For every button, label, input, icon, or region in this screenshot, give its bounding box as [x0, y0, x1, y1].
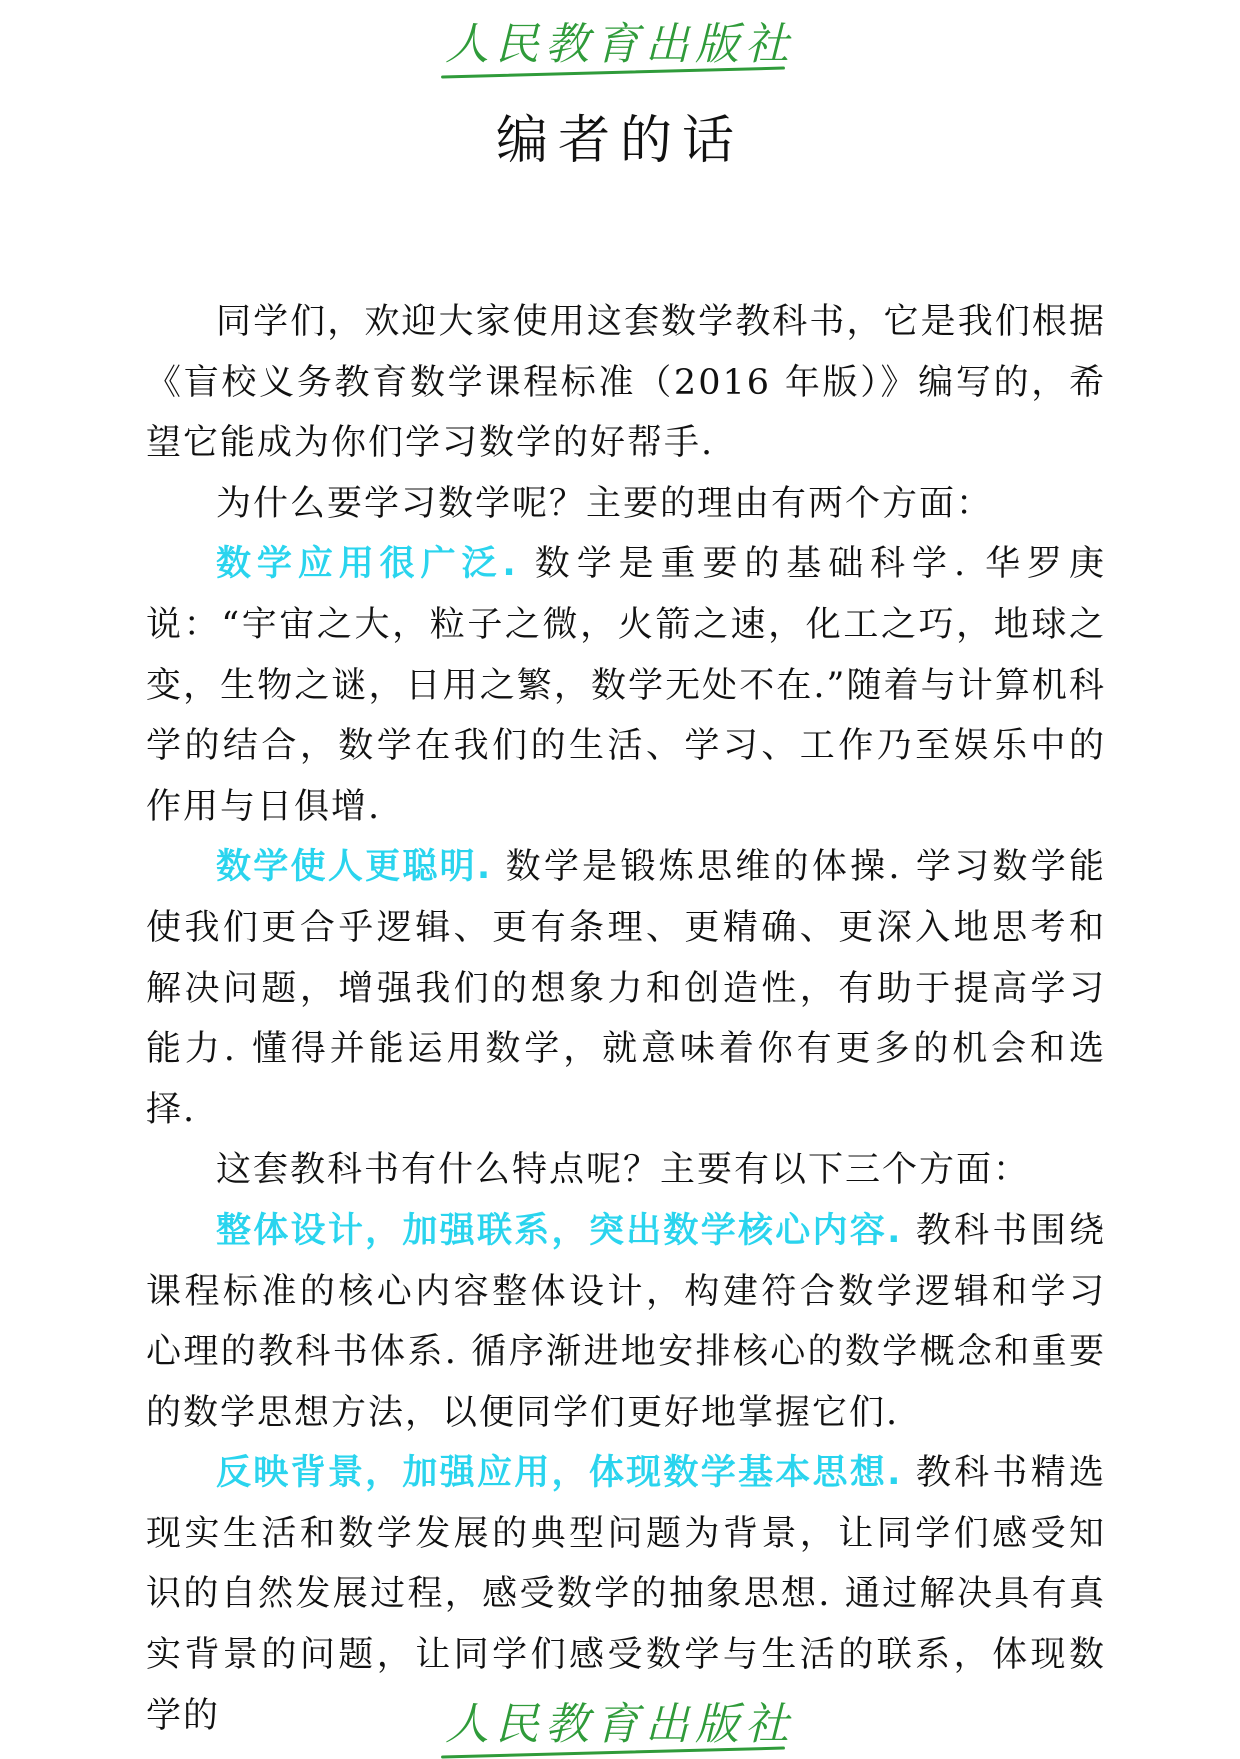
paragraph-text: 为什么要学习数学呢？主要的理由有两个方面： [216, 483, 994, 524]
paragraph-6 [146, 1201, 1106, 1443]
paragraph-text: 同学们，欢迎大家使用这套数学教科书，它是我们根据《盲校义务教育数学课程标准（2016 年版）》编写的，希望它能成为你们学习数学的好帮手. [146, 302, 1106, 464]
paragraph-text: 数学是锻炼思维的体操. 学习数学能使我们更合乎逻辑、更有条理、更精确、更深入地思考和解决问题，增强我们的想象力和创造性，有助于提高学习能力. 懂得并能运用数学，就意味着你有更多的机会和选择. [146, 847, 1106, 1130]
paragraph-text: 数学是重要的基础科学. 华罗庚说：“宇宙之大，粒子之微，火箭之速，化工之巧，地球之变，生物之谜，日用之繁，数学无处不在.”随着与计算机科学的结合，数学在我们的生活、学习、工作乃至娱乐中的作用与日俱增. [146, 544, 1106, 827]
paragraph-text: 这套教科书有什么特点呢？主要有以下三个方面： [216, 1150, 1031, 1191]
publisher-name: 人民教育出版社 [445, 19, 795, 70]
paragraph-text: 教科书精选现实生活和数学发展的典型问题为背景，让同学们感受知识的自然发展过程，感受数学的抽象思想. 通过解决具有真实背景的问题，让同学们感受数学与生活的联系，体现数学的 [146, 1453, 1106, 1736]
paragraph-3 [146, 534, 1106, 837]
paragraph-highlight: 数学应用很广泛. [216, 544, 517, 585]
publisher-logo-footer [0, 1688, 1240, 1756]
paragraph-4 [146, 837, 1106, 1140]
publisher-logo-text [445, 8, 795, 76]
publisher-logo-header [0, 8, 1240, 76]
paragraph-1 [146, 292, 1106, 474]
page-title: 编者的话 [495, 111, 744, 171]
preface-body [146, 292, 1106, 1746]
publisher-name: 人民教育出版社 [445, 1699, 795, 1750]
publisher-logo-text [445, 1688, 795, 1756]
paragraph-text: 教科书围绕课程标准的核心内容整体设计，构建符合数学逻辑和学习心理的教科书体系. 循序渐进地安排核心的数学概念和重要的数学思想方法，以便同学们更好地掌握它们. [146, 1210, 1106, 1433]
paragraph-5 [146, 1140, 1106, 1201]
paragraph-highlight: 整体设计，加强联系，突出数学核心内容. [216, 1210, 902, 1251]
paragraph-highlight: 数学使人更聪明. [216, 847, 492, 888]
paragraph-2 [146, 474, 1106, 535]
paragraph-highlight: 反映背景，加强应用，体现数学基本思想. [216, 1453, 902, 1494]
